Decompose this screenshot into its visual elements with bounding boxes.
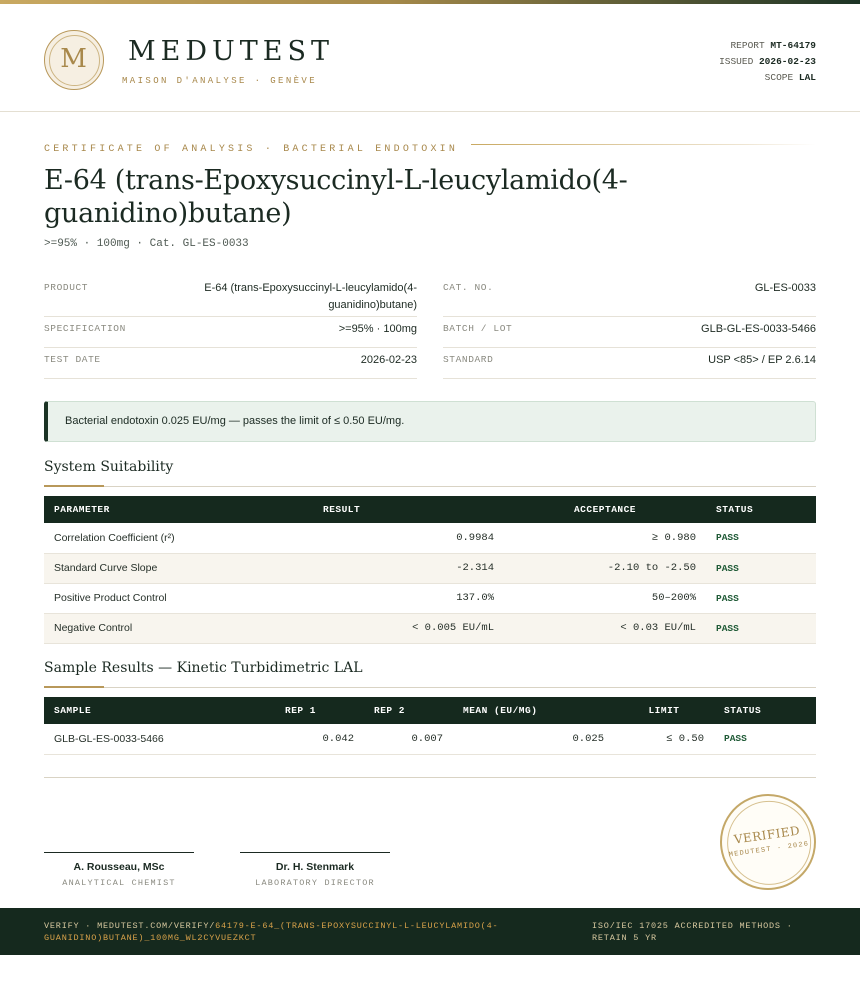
status-badge: PASS — [706, 583, 816, 613]
suitability-rule — [44, 486, 816, 487]
standard-label: STANDARD — [443, 354, 494, 365]
mean-cell: 0.025 — [453, 724, 614, 754]
verify-link[interactable]: 64179-E-64_(TRANS-EPOXYSUCCINYL-L-LEUCYLAMIDO(4-GUANIDINO)BUTANE)_100MG_WL2CYVUEZKCT — [44, 921, 499, 943]
standard-value: USP <85> / EP 2.6.14 — [708, 354, 816, 366]
info-grid-left — [44, 276, 417, 379]
samples-accent — [44, 686, 104, 688]
table-row — [44, 724, 816, 754]
batch-label: BATCH / LOT — [443, 323, 513, 334]
rep1-cell: 0.042 — [275, 724, 364, 754]
status-badge: PASS — [706, 523, 816, 553]
signature-director — [240, 852, 390, 888]
parameter-cell: Positive Product Control — [44, 583, 313, 613]
result-cell: -2.314 — [313, 553, 504, 583]
parameter-cell: Correlation Coefficient (r²) — [44, 523, 313, 553]
result-banner — [44, 401, 816, 442]
table-row — [44, 583, 816, 613]
page-footer — [0, 908, 860, 955]
result-banner-text: Bacterial endotoxin 0.025 EU/mg — passes the limit of ≤ 0.50 EU/mg. — [65, 415, 405, 427]
col-rep1: REP 1 — [275, 697, 364, 724]
batch-value: GLB-GL-ES-0033-5466 — [701, 323, 816, 335]
info-row-specification — [44, 317, 417, 348]
acceptance-cell: -2.10 to -2.50 — [504, 553, 706, 583]
suitability-accent — [44, 485, 104, 487]
brand-name: MEDUTEST — [128, 36, 334, 67]
scope-label: SCOPE — [764, 72, 794, 83]
info-grid-right — [443, 276, 816, 379]
suitability-header-row — [44, 496, 816, 523]
table-row — [44, 523, 816, 553]
analyst-name: A. Rousseau, MSc — [73, 861, 165, 873]
status-badge: PASS — [706, 553, 816, 583]
test-date-value: 2026-02-23 — [360, 354, 417, 366]
verify-line — [44, 920, 544, 944]
acceptance-cell: < 0.03 EU/mL — [504, 613, 706, 643]
result-cell: < 0.005 EU/mL — [313, 613, 504, 643]
brand-tagline: MAISON D'ANALYSE · GENÈVE — [122, 76, 318, 86]
specification-value: >=95% · 100mg — [338, 323, 417, 335]
sample-cell: GLB-GL-ES-0033-5466 — [44, 724, 275, 754]
col-mean: MEAN (EU/MG) — [453, 697, 614, 724]
issued-date: 2026-02-23 — [758, 56, 816, 67]
report-number-line — [719, 38, 816, 54]
issued-line — [719, 54, 816, 70]
parameter-cell: Standard Curve Slope — [44, 553, 313, 583]
info-row-cat-no — [443, 276, 816, 317]
status-badge: PASS — [706, 613, 816, 643]
scope-value: LAL — [798, 72, 816, 83]
report-label: REPORT — [730, 40, 765, 51]
col-status: STATUS — [714, 697, 816, 724]
analyst-role: ANALYTICAL CHEMIST — [62, 878, 176, 888]
acceptance-cell: ≥ 0.980 — [504, 523, 706, 553]
table-row — [44, 553, 816, 583]
director-role: LABORATORY DIRECTOR — [255, 878, 375, 888]
scope-line — [719, 70, 816, 86]
suitability-table — [44, 496, 816, 644]
info-row-test-date — [44, 348, 417, 379]
col-limit: LIMIT — [614, 697, 714, 724]
status-badge: PASS — [714, 724, 816, 754]
product-label: PRODUCT — [44, 282, 89, 293]
table-row — [44, 613, 816, 643]
eyebrow-divider — [471, 144, 816, 145]
info-row-batch — [443, 317, 816, 348]
col-acceptance: ACCEPTANCE — [504, 496, 706, 523]
product-title: E-64 (trans-Epoxysuccinyl-L-leucylamido(4-guanidino)butane) — [44, 165, 628, 229]
stamp-subtext: MEDUTEST · 2026 — [728, 840, 810, 860]
samples-header-row — [44, 697, 816, 724]
verified-stamp — [714, 788, 822, 896]
product-subtitle: >=95% · 100mg · Cat. GL-ES-0033 — [44, 238, 249, 250]
stamp-text: VERIFIED — [733, 823, 802, 847]
limit-cell: ≤ 0.50 — [614, 724, 714, 754]
report-meta — [719, 38, 816, 86]
parameter-cell: Negative Control — [44, 613, 313, 643]
result-cell: 137.0% — [313, 583, 504, 613]
rep2-cell: 0.007 — [364, 724, 453, 754]
logo-letter: M — [60, 44, 87, 74]
verify-prefix: VERIFY · MEDUTEST.COM/VERIFY/ — [44, 921, 216, 931]
samples-title: Sample Results — Kinetic Turbidimetric LAL — [44, 660, 363, 676]
product-value: E-64 (trans-Epoxysuccinyl-L-leucylamido(4-guanidino)butane) — [204, 282, 417, 311]
info-row-standard — [443, 348, 816, 379]
col-status: STATUS — [706, 496, 816, 523]
certificate-eyebrow-row — [44, 138, 816, 155]
col-parameter: PARAMETER — [44, 496, 313, 523]
report-header — [0, 4, 860, 112]
samples-table — [44, 697, 816, 755]
specification-label: SPECIFICATION — [44, 323, 126, 334]
col-sample: SAMPLE — [44, 697, 275, 724]
brand-logo — [44, 30, 104, 90]
col-rep2: REP 2 — [364, 697, 453, 724]
acceptance-cell: 50–200% — [504, 583, 706, 613]
issued-label: ISSUED — [719, 56, 754, 67]
test-date-label: TEST DATE — [44, 354, 101, 365]
cat-no-value: GL-ES-0033 — [754, 282, 816, 294]
accreditation-note: ISO/IEC 17025 ACCREDITED METHODS · RETAIN 5 YR — [592, 921, 793, 943]
signature-analyst — [44, 852, 194, 888]
result-cell: 0.9984 — [313, 523, 504, 553]
certificate-eyebrow: CERTIFICATE OF ANALYSIS · BACTERIAL ENDOTOXIN — [44, 144, 459, 155]
suitability-title: System Suitability — [44, 459, 174, 475]
cat-no-label: CAT. NO. — [443, 282, 494, 293]
samples-rule — [44, 687, 816, 688]
director-name: Dr. H. Stenmark — [275, 861, 355, 873]
report-number: MT-64179 — [770, 40, 816, 51]
info-row-product — [44, 276, 417, 317]
col-result: RESULT — [313, 496, 504, 523]
signature-divider — [44, 777, 816, 778]
